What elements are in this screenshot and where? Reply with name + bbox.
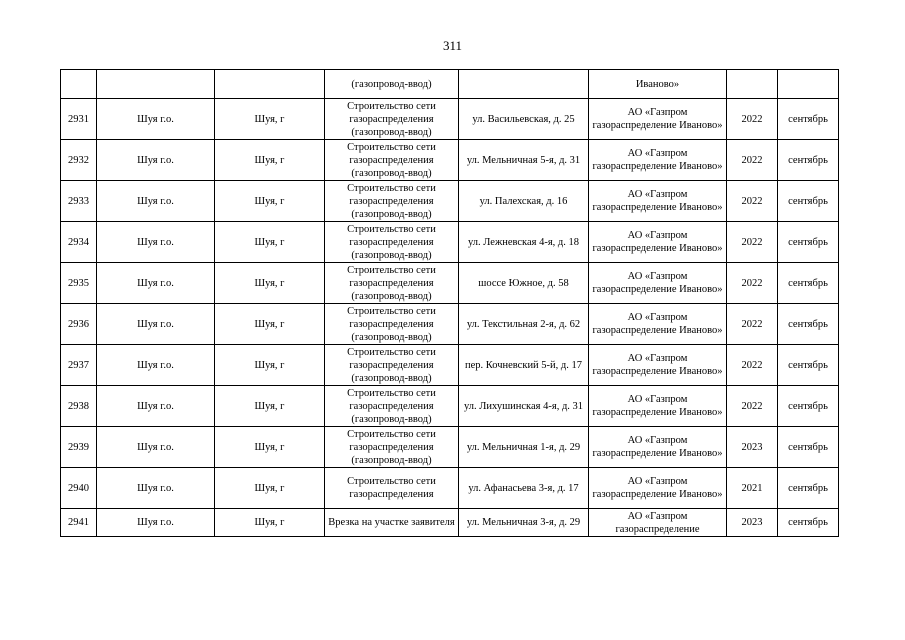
year-cell: 2022 [727, 181, 778, 222]
year-cell: 2023 [727, 509, 778, 537]
settlement-cell: Шуя, г [215, 509, 325, 537]
district-cell: Шуя г.о. [97, 140, 215, 181]
year-cell: 2022 [727, 222, 778, 263]
address-cell: ул. Мельничная 3-я, д. 29 [459, 509, 589, 537]
organization-cell: АО «Газпром газораспределение Иваново» [589, 99, 727, 140]
organization-cell: АО «Газпром газораспределение Иваново» [589, 468, 727, 509]
row-number-cell: 2931 [61, 99, 97, 140]
organization-cell: АО «Газпром газораспределение Иваново» [589, 140, 727, 181]
month-cell: сентябрь [778, 386, 839, 427]
organization-cell: АО «Газпром газораспределение Иваново» [589, 181, 727, 222]
table-row [61, 304, 839, 345]
organization-cell: АО «Газпром газораспределение Иваново» [589, 263, 727, 304]
district-cell [97, 70, 215, 99]
row-number-cell: 2936 [61, 304, 97, 345]
month-cell: сентябрь [778, 181, 839, 222]
table-row [61, 263, 839, 304]
district-cell: Шуя г.о. [97, 222, 215, 263]
page-number: 311 [442, 38, 463, 53]
district-cell: Шуя г.о. [97, 427, 215, 468]
month-cell: сентябрь [778, 222, 839, 263]
year-cell: 2021 [727, 468, 778, 509]
organization-cell: АО «Газпром газораспределение Иваново» [589, 222, 727, 263]
district-cell: Шуя г.о. [97, 263, 215, 304]
district-cell: Шуя г.о. [97, 509, 215, 537]
organization-cell: АО «Газпром газораспределение Иваново» [589, 345, 727, 386]
work-type-cell: (газопровод-ввод) [325, 70, 459, 99]
month-cell: сентябрь [778, 468, 839, 509]
year-cell: 2022 [727, 140, 778, 181]
year-cell: 2022 [727, 386, 778, 427]
address-cell: ул. Мельничная 1-я, д. 29 [459, 427, 589, 468]
district-cell: Шуя г.о. [97, 468, 215, 509]
settlement-cell: Шуя, г [215, 222, 325, 263]
settlement-cell: Шуя, г [215, 468, 325, 509]
organization-cell: АО «Газпром газораспределение Иваново» [589, 304, 727, 345]
address-cell: ул. Лежневская 4-я, д. 18 [459, 222, 589, 263]
settlement-cell: Шуя, г [215, 345, 325, 386]
organization-cell: АО «Газпром газораспределение Иваново» [589, 427, 727, 468]
month-cell: сентябрь [778, 140, 839, 181]
address-cell: пер. Кочневский 5-й, д. 17 [459, 345, 589, 386]
table-row [61, 181, 839, 222]
month-cell: сентябрь [778, 427, 839, 468]
table-row [61, 70, 839, 99]
table-row [61, 509, 839, 537]
settlement-cell: Шуя, г [215, 386, 325, 427]
organization-cell: АО «Газпром газораспределение Иваново» [589, 386, 727, 427]
year-cell: 2022 [727, 99, 778, 140]
address-cell: ул. Мельничная 5-я, д. 31 [459, 140, 589, 181]
table-row [61, 386, 839, 427]
work-type-cell: Строительство сети газораспределения (газопровод-ввод) [325, 181, 459, 222]
year-cell [727, 70, 778, 99]
address-cell: шоссе Южное, д. 58 [459, 263, 589, 304]
year-cell: 2023 [727, 427, 778, 468]
table-row [61, 468, 839, 509]
row-number-cell: 2934 [61, 222, 97, 263]
work-type-cell: Строительство сети газораспределения (газопровод-ввод) [325, 222, 459, 263]
district-cell: Шуя г.о. [97, 99, 215, 140]
settlement-cell: Шуя, г [215, 304, 325, 345]
month-cell: сентябрь [778, 99, 839, 140]
row-number-cell [61, 70, 97, 99]
table-row [61, 427, 839, 468]
month-cell [778, 70, 839, 99]
settlement-cell: Шуя, г [215, 181, 325, 222]
year-cell: 2022 [727, 263, 778, 304]
year-cell: 2022 [727, 304, 778, 345]
address-cell: ул. Лихушинская 4-я, д. 31 [459, 386, 589, 427]
district-cell: Шуя г.о. [97, 181, 215, 222]
work-type-cell: Строительство сети газораспределения (газопровод-ввод) [325, 345, 459, 386]
row-number-cell: 2941 [61, 509, 97, 537]
month-cell: сентябрь [778, 304, 839, 345]
month-cell: сентябрь [778, 509, 839, 537]
address-cell [459, 70, 589, 99]
table-row [61, 345, 839, 386]
row-number-cell: 2932 [61, 140, 97, 181]
work-type-cell: Строительство сети газораспределения (газопровод-ввод) [325, 386, 459, 427]
row-number-cell: 2933 [61, 181, 97, 222]
row-number-cell: 2940 [61, 468, 97, 509]
settlement-cell: Шуя, г [215, 140, 325, 181]
year-cell: 2022 [727, 345, 778, 386]
settlement-cell [215, 70, 325, 99]
month-cell: сентябрь [778, 263, 839, 304]
settlement-cell: Шуя, г [215, 263, 325, 304]
work-type-cell: Строительство сети газораспределения (газопровод-ввод) [325, 99, 459, 140]
work-type-cell: Строительство сети газораспределения (газопровод-ввод) [325, 304, 459, 345]
work-type-cell: Строительство сети газораспределения [325, 468, 459, 509]
work-type-cell: Строительство сети газораспределения (газопровод-ввод) [325, 140, 459, 181]
district-cell: Шуя г.о. [97, 304, 215, 345]
table-row [61, 99, 839, 140]
address-cell: ул. Афанасьева 3-я, д. 17 [459, 468, 589, 509]
organization-cell: АО «Газпром газораспределение [589, 509, 727, 537]
address-cell: ул. Палехская, д. 16 [459, 181, 589, 222]
table-body [61, 70, 839, 537]
row-number-cell: 2939 [61, 427, 97, 468]
work-type-cell: Строительство сети газораспределения (газопровод-ввод) [325, 263, 459, 304]
gas-works-table [60, 69, 839, 537]
work-type-cell: Врезка на участке заявителя [325, 509, 459, 537]
work-type-cell: Строительство сети газораспределения (газопровод-ввод) [325, 427, 459, 468]
table-row [61, 222, 839, 263]
settlement-cell: Шуя, г [215, 427, 325, 468]
address-cell: ул. Текстильная 2-я, д. 62 [459, 304, 589, 345]
district-cell: Шуя г.о. [97, 345, 215, 386]
month-cell: сентябрь [778, 345, 839, 386]
table-row [61, 140, 839, 181]
row-number-cell: 2935 [61, 263, 97, 304]
row-number-cell: 2937 [61, 345, 97, 386]
organization-cell: Иваново» [589, 70, 727, 99]
address-cell: ул. Васильевская, д. 25 [459, 99, 589, 140]
row-number-cell: 2938 [61, 386, 97, 427]
district-cell: Шуя г.о. [97, 386, 215, 427]
settlement-cell: Шуя, г [215, 99, 325, 140]
